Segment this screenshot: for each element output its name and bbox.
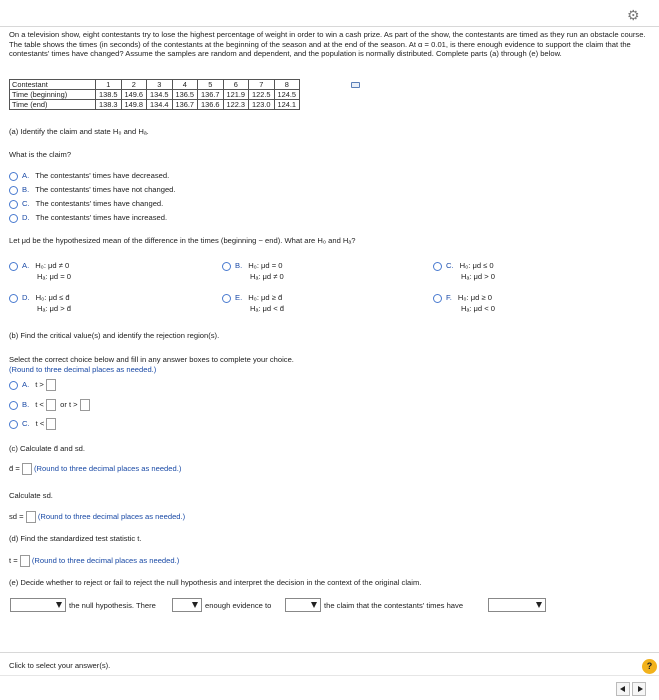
- h0-text: H₀: μd = 0: [248, 261, 283, 270]
- option-text: The contestants' times have changed.: [35, 199, 164, 208]
- ha-text: Hₐ: μd > 0: [461, 271, 496, 281]
- chevron-left-icon: [620, 686, 625, 692]
- sd-row: [9, 511, 185, 523]
- option-text: t <: [35, 419, 45, 428]
- critical-value-input[interactable]: [46, 379, 56, 391]
- table-cell: 124.5: [274, 90, 300, 100]
- option-letter: E.: [235, 293, 243, 302]
- h0-text: H₀: μd ≥ 0: [457, 293, 492, 302]
- table-data-icon[interactable]: [351, 82, 360, 88]
- hypothesis-prompt: Let μd be the hypothesized mean of the difference in the times (beginning − end). What are H₀ and Hₐ?: [9, 236, 356, 245]
- h0-text: H₀: μd ≠ 0: [35, 261, 70, 270]
- claim-option-d[interactable]: [9, 212, 167, 224]
- critical-option-a[interactable]: [9, 379, 56, 391]
- table-cell: 134.5: [147, 90, 173, 100]
- part-b-title: (b) Find the critical value(s) and identify the rejection region(s).: [9, 331, 220, 340]
- option-text: The contestants' times have decreased.: [35, 171, 170, 180]
- ha-text: Hₐ: μd < d̄: [250, 303, 285, 313]
- ha-text: Hₐ: μd = 0: [37, 271, 72, 281]
- option-letter: F.: [446, 293, 452, 302]
- option-letter: A.: [22, 380, 30, 389]
- radio-button[interactable]: [433, 294, 442, 303]
- table-cell: 138.3: [96, 100, 122, 110]
- claim-option-b[interactable]: [9, 184, 176, 196]
- table-header-row: [10, 80, 300, 90]
- critical-option-b[interactable]: [9, 399, 90, 411]
- option-letter: B.: [235, 261, 243, 270]
- hypothesis-option-c[interactable]: [433, 261, 495, 282]
- data-table: [9, 79, 300, 110]
- t-round-note: (Round to three decimal places as needed.): [31, 556, 180, 565]
- hypothesis-option-d[interactable]: [9, 293, 71, 314]
- table-cell: 123.0: [249, 100, 275, 110]
- table-header-cell: 5: [198, 80, 224, 90]
- table-header-cell: 4: [172, 80, 198, 90]
- critical-value-lower-input[interactable]: [46, 399, 56, 411]
- option-text: The contestants' times have increased.: [35, 213, 168, 222]
- table-cell: 136.7: [198, 90, 224, 100]
- option-letter: B.: [22, 185, 30, 194]
- chevron-down-icon: [311, 602, 317, 608]
- reject-dropdown[interactable]: [10, 598, 66, 612]
- table-cell: 149.6: [121, 90, 147, 100]
- table-cell: 136.5: [172, 90, 198, 100]
- table-cell: 149.8: [121, 100, 147, 110]
- option-letter: C.: [446, 261, 454, 270]
- footer-divider: [0, 652, 659, 653]
- table-header-cell: 1: [96, 80, 122, 90]
- sd-label: sd =: [9, 512, 24, 521]
- radio-button[interactable]: [222, 294, 231, 303]
- decision-text-2: enough evidence to: [205, 601, 272, 610]
- h0-text: H₀: μd ≥ d̄: [248, 293, 283, 302]
- chevron-right-icon: [638, 686, 643, 692]
- dbar-label: d̄ =: [9, 464, 20, 473]
- part-b-instruction: Select the correct choice below and fill in any answer boxes to complete your choice.: [9, 355, 294, 364]
- radio-button[interactable]: [9, 294, 18, 303]
- decision-text-3: the claim that the contestants' times have: [324, 601, 464, 610]
- ha-text: Hₐ: μd > d̄: [37, 303, 72, 313]
- option-text: The contestants' times have not changed.: [35, 185, 176, 194]
- previous-button[interactable]: [616, 682, 630, 696]
- t-row: [9, 555, 179, 567]
- radio-button[interactable]: [433, 262, 442, 271]
- change-dropdown[interactable]: [488, 598, 546, 612]
- table-header-cell: 2: [121, 80, 147, 90]
- critical-value-upper-input[interactable]: [80, 399, 90, 411]
- table-cell: 138.5: [96, 90, 122, 100]
- option-letter: C.: [22, 199, 30, 208]
- critical-value-input[interactable]: [46, 418, 56, 430]
- option-letter: C.: [22, 419, 30, 428]
- claim-question: What is the claim?: [9, 150, 72, 159]
- table-cell: 136.6: [198, 100, 224, 110]
- dbar-input[interactable]: [22, 463, 32, 475]
- table-header-cell: 8: [274, 80, 300, 90]
- hypothesis-option-b[interactable]: [222, 261, 284, 282]
- option-letter: D.: [22, 293, 30, 302]
- table-header-cell: 7: [249, 80, 275, 90]
- table-row: [10, 90, 300, 100]
- radio-button[interactable]: [9, 381, 18, 390]
- problem-text: On a television show, eight contestants try to lose the highest percentage of weight in order to win a cash prize. As part of the show, the contestants are timed as they run an obstacle course. The table shows the times (in seconds) of the contestants at the beginning of the season and at the end of the season. At α = 0.01, is there enough evidence to support the claim that the contestants' times have changed? Assume the samples are random and dependent, and the population is normally distributed. Complete parts (a) through (e) below.: [9, 30, 646, 59]
- table-header-cell: 6: [223, 80, 249, 90]
- critical-option-c[interactable]: [9, 418, 56, 430]
- part-d-title: (d) Find the standardized test statistic t.: [9, 534, 142, 543]
- t-input[interactable]: [20, 555, 30, 567]
- table-cell: Time (end): [10, 100, 96, 110]
- table-row: [10, 100, 300, 110]
- claim-option-a[interactable]: [9, 170, 169, 182]
- table-cell: 122.5: [249, 90, 275, 100]
- dbar-round-note: (Round to three decimal places as needed.): [34, 464, 182, 473]
- table-header-cell: Contestant: [10, 80, 96, 90]
- evidence-dropdown[interactable]: [172, 598, 202, 612]
- radio-button[interactable]: [9, 214, 18, 223]
- radio-button[interactable]: [9, 172, 18, 181]
- radio-button[interactable]: [9, 186, 18, 195]
- table-cell: 136.7: [172, 100, 198, 110]
- h0-text: H₀: μd ≤ d̄: [35, 293, 70, 302]
- table-cell: 124.1: [274, 100, 300, 110]
- ha-text: Hₐ: μd ≠ 0: [250, 271, 284, 281]
- chevron-down-icon: [192, 602, 198, 608]
- radio-button[interactable]: [9, 420, 18, 429]
- option-letter: B.: [22, 400, 30, 409]
- option-letter: A.: [22, 171, 30, 180]
- next-button[interactable]: [632, 682, 646, 696]
- status-text: Click to select your answer(s).: [9, 661, 111, 670]
- help-icon[interactable]: ?: [642, 659, 657, 674]
- radio-button[interactable]: [9, 401, 18, 410]
- sd-round-note: (Round to three decimal places as needed.): [37, 512, 186, 521]
- option-text: t >: [35, 380, 44, 389]
- claim-option-c[interactable]: [9, 198, 163, 210]
- divider: [0, 675, 659, 676]
- radio-button[interactable]: [222, 262, 231, 271]
- part-e-title: (e) Decide whether to reject or fail to reject the null hypothesis and interpret the decision in the context of the original claim.: [9, 578, 422, 587]
- option-text: or t >: [60, 400, 78, 409]
- chevron-down-icon: [56, 602, 62, 608]
- table-header-cell: 3: [147, 80, 173, 90]
- hypothesis-option-a[interactable]: [9, 261, 71, 282]
- sd-input[interactable]: [26, 511, 36, 523]
- decision-text-1: the null hypothesis. There: [69, 601, 156, 610]
- radio-button[interactable]: [9, 262, 18, 271]
- support-dropdown[interactable]: [285, 598, 321, 612]
- dbar-row: [9, 463, 181, 475]
- divider: [0, 26, 659, 27]
- radio-button[interactable]: [9, 200, 18, 209]
- option-text: t <: [35, 400, 44, 409]
- hypothesis-option-e[interactable]: [222, 293, 284, 314]
- part-c-title: (c) Calculate d̄ and sd.: [9, 444, 85, 453]
- table-cell: Time (beginning): [10, 90, 96, 100]
- hypothesis-option-f[interactable]: [433, 293, 495, 314]
- option-letter: A.: [22, 261, 30, 270]
- table-cell: 134.4: [147, 100, 173, 110]
- part-a-title: (a) Identify the claim and state H₀ and Hₐ.: [9, 127, 149, 136]
- t-label: t =: [9, 556, 18, 565]
- h0-text: H₀: μd ≤ 0: [459, 261, 494, 270]
- gear-icon[interactable]: ⚙: [627, 7, 640, 23]
- table-cell: 122.3: [223, 100, 249, 110]
- ha-text: Hₐ: μd < 0: [461, 303, 496, 313]
- calc-sd-text: Calculate sd.: [9, 491, 53, 500]
- table-cell: 121.9: [223, 90, 249, 100]
- chevron-down-icon: [536, 602, 542, 608]
- option-letter: D.: [22, 213, 30, 222]
- part-b-round-note: (Round to three decimal places as needed.): [9, 365, 157, 374]
